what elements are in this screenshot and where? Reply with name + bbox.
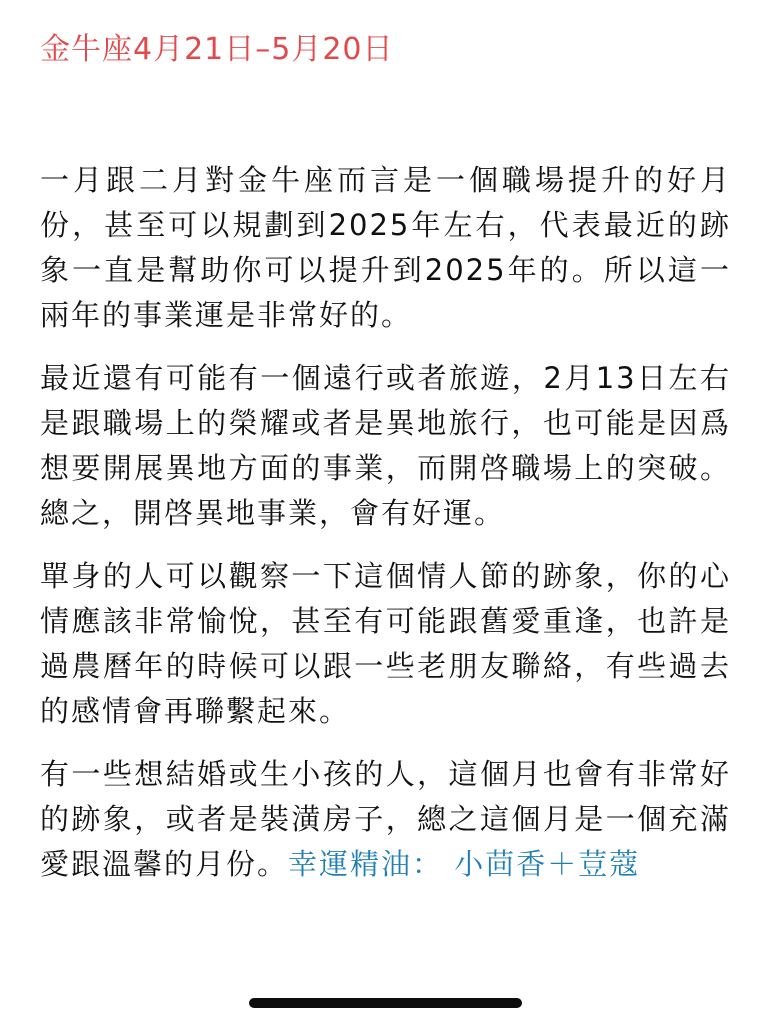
zodiac-heading: 金牛座4月21日–5月20日 bbox=[40, 32, 394, 67]
horoscope-article bbox=[40, 158, 731, 905]
home-indicator[interactable] bbox=[249, 998, 522, 1008]
lucky-oil-link[interactable]: 幸運精油： 小茴香＋荳蔻 bbox=[288, 847, 641, 881]
paragraph-travel: 最近還有可能有一個遠行或者旅遊，2月13日左右是跟職場上的榮耀或者是異地旅行，也可能是因爲想要開展異地方面的事業，而開啓職場上的突破。總之，開啓異地事業，會有好運。 bbox=[40, 361, 731, 530]
paragraph-career: 一月跟二月對金牛座而言是一個職場提升的好月份，甚至可以規劃到2025年左右，代表最近的跡象一直是幫助你可以提升到2025年的。所以這一兩年的事業運是非常好的。 bbox=[40, 163, 731, 332]
paragraph-love: 單身的人可以觀察一下這個情人節的跡象，你的心情應該非常愉悅，甚至有可能跟舊愛重逢，也許是過農曆年的時候可以跟一些老朋友聯絡，有些過去的感情會再聯繫起來。 bbox=[40, 559, 731, 728]
paragraph-family-text: 有一些想結婚或生小孩的人，這個月也會有非常好的跡象，或者是裝潢房子，總之這個月是一個充滿愛跟溫馨的月份。 bbox=[40, 757, 731, 881]
paragraph-family bbox=[40, 752, 731, 887]
